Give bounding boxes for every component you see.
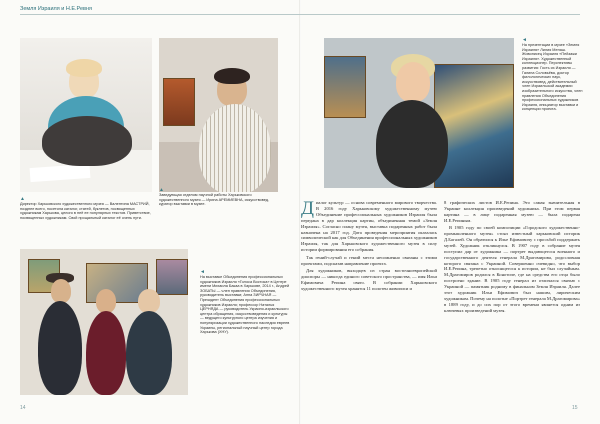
caption-pointer-icon: ◄ [200,269,205,275]
article-column-2: 8 графических листов И.Е.Репина. Это самая значительная в Украине коллекция произведений художника. При этом первая картина — в лице подаренная музею — была подарена И.Е.Репиным. В 1905 году по своей композиции «Городского художественно-промышленного музея» стоял известный харьковский историк Д.Багалей. Он обратился к Илье Ефимовичу с просьбой поддержать музей. Художник откликнулся. В 1907 году в собрание музея поступил дар от художника — портрет выдающегося военного и государственного деятеля генерала М.Драгомирова, родословная которого связана с Украиной. Совершенно очевидно, что выбор И.Е.Репина, трепетно относящегося к истории, не был случайным. М.Драгомиров родился в Конотопе, где на средства его отца было построено здание. В 1905 году генерал из отличался связью с Украиной — памятник родному в финальном Земля Израиля. Далее этот художник Ильи Ефимович был нашим, лирическим художникам. Почему на полотне «Портрет генерала М.Драгомирова» в 1889 году, и до сих пор от этого времени является одним из ключевых произведений музея. [444,200,580,313]
photo-researcher [159,38,278,192]
caption-pointer-icon: ◄ [522,37,527,43]
drop-cap: Д [301,200,314,219]
header-rule [20,14,580,15]
photo-exhibition-opening [20,249,188,395]
article-column-1: Диалог культур — основа современного мирового творчества. В 2016 году Харьковскому художественному музею Объединение профессиональных художников Израиля была передана в дар коллекция картин, объединенная темой «Земля Израиля». Согласно плану музея, выставка подаренных работ была назначена на 2017 год. Дата проведения мероприятия оказалась символической как для Объединения профессиональных художников Израиля, так для Харьковского художественного музея в силу истории формирования его собрания. Так гений-случай и гений места несомненно связаны с этими проектами, подсказав направление проекта. Для художников, выходцев из стран восточноевропейской диаспоры — никогда единого советского пространства, — имя Ильи Ефимовича Репина свято. В собрании Харьковского художественного музея хранятся 11 полотен живописи и [301,200,437,291]
caption-pointer-icon: ▲ [20,196,25,202]
running-head: Земля Израиля и Н.Е.Ревня [20,6,92,12]
page-number-right: 15 [572,405,578,411]
caption-director: ▲ Директор Харьковского художественного музея — Валентина МАСТРИЙ, позднее всего, посетила каталог, статей, буклетов, посвященных художникам Харькова, целого в неё ее популярных текстов. Приветствие, посвященных художникам. Свой прощальный каталог её очень пути. [20,196,151,220]
caption-pointer-icon: ▲ [159,187,164,193]
photo-artist-with-painting [324,38,514,188]
photo-director [20,38,152,192]
caption-exhibition-opening: ◄ На выставке Обьединения профессиональных художников Израиля «Голоса Востока» в Центре имени Михаила Бакаа в Харькове, 2014 г., Андрей ЗОБАТЫ — член правления Объединения, руководитель выставки; Анна ЗИРЧНАЯ — Президент Объединения профессиональных художников Израиля; профессор Наталья ЦЕРНЯДА — руководитель Украино-израильского центра обращения, искусствоведения и культуры — ведущего культурного центра изучения и популяризации художественного наследия евреев Украины, региональный научный центр города Харькова (ХНУ). [200,269,290,335]
caption-artist: ◄ На презентации в музее «Земля Израиля» Лилия Менаш. Живописец Израиля «Пейзажи Израиля». Художественный коллекционер. Перспективы развития: Гость из Израиля — Галина Соловьёва, доктор филологических наук, искусствовед, действительный член Израильской академии изобразительного искусства, член правления Объединения профессиональных художников Израиля, инициатор выставки и концепции проекта. [522,37,583,112]
page-number-left: 14 [20,405,26,411]
caption-researcher: ▲ Заведующая отделом научной работы Харьковского художественного музея — Ирина АРЕМИЕВНА, искусствовед, куратор выставки в музее. [159,188,278,207]
